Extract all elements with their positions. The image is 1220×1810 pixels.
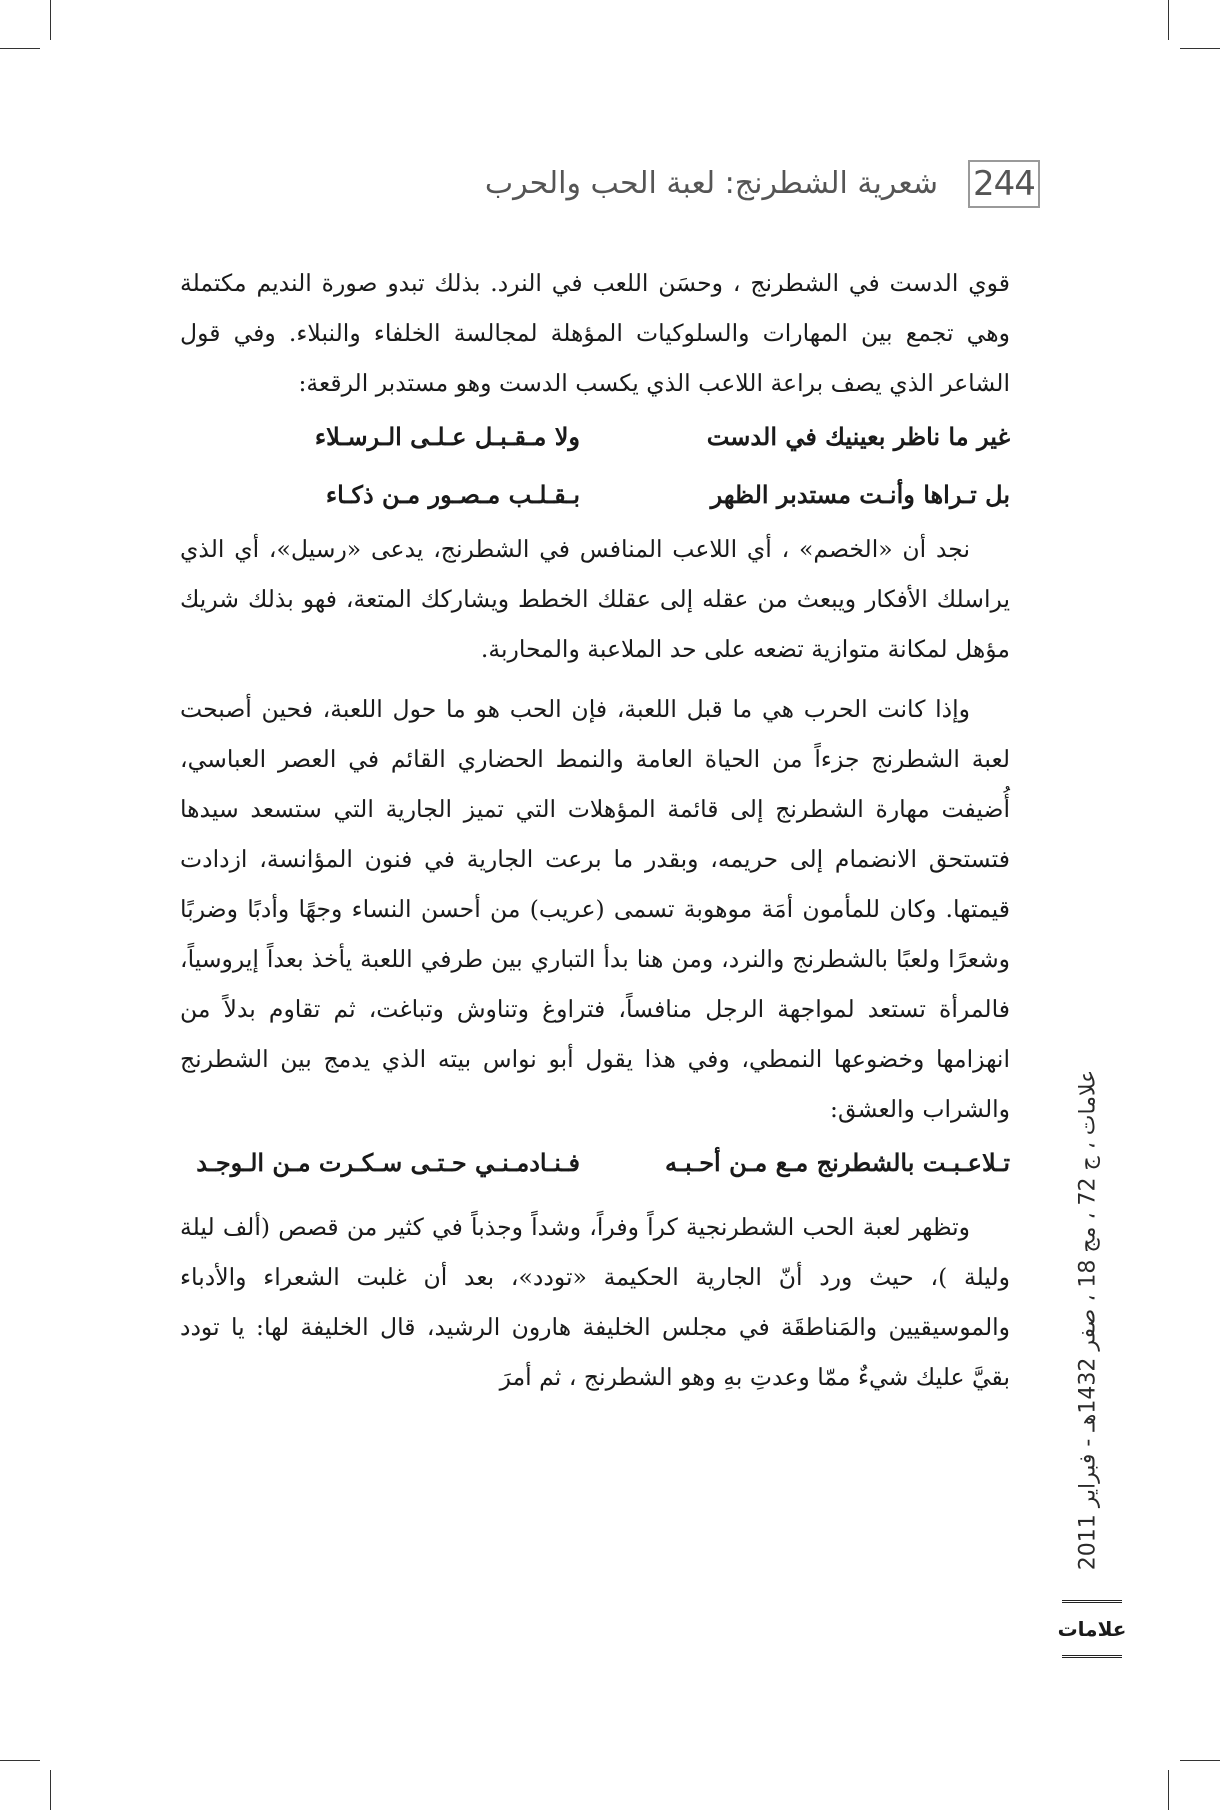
issue-side-label bbox=[1068, 1040, 1108, 1600]
paragraph: وإذا كانت الحرب هي ما قبل اللعبة، فإن الحب هو ما حول اللعبة، فحين أصبحت لعبة الشطرنج جزءاً من الحياة العامة والنمط الحضاري القائم في العصر العباسي، أُضيفت مهارة الشطرنج إلى قائمة المؤهلات التي تميز الجارية التي ستسعد سيدها فتستحق الانضمام إلى حريمه، وبقدر ما برعت الجارية في فنون المؤانسة، ازدادت قيمتها. وكان للمأمون أمَة موهوبة تسمى (عريب) من أحسن النساء وجهًا وأدبًا وضربًا وشعرًا ولعبًا بالشطرنج والنرد، ومن هنا بدأ التباري بين طرفي اللعبة يأخذ بعداً إيروسياً، فالمرأة تستعد لمواجهة الرجل منافساً، فتراوغ وتناوش وتباغت، ثم تقاوم بدلاً من انهزامها وخضوعها النمطي، وفي هذا يقول أبو نواس بيته الذي يدمج بين الشطرنج والشراب والعشق: bbox=[180, 695, 1010, 1123]
crop-mark bbox=[1168, 1770, 1169, 1810]
crop-mark bbox=[1168, 0, 1169, 40]
running-title: شعرية الشطرنج: لعبة الحب والحرب bbox=[484, 166, 938, 201]
verse-first-hemistich: بل تـراها وأنـت مستدبر الظهر bbox=[710, 480, 1010, 509]
paragraph: نجد أن «الخصم» ، أي اللاعب المنافس في الشطرنج، يدعى «رسيل»، أي الذي يراسلك الأفكار ويبعث من عقله إلى عقلك الخطط ويشاركك المتعة، فهو بذلك شريك مؤهل لمكانة متوازية تضعه على حد الملاعبة والمحاربة. bbox=[180, 535, 1010, 663]
issue-label-text: علامات ، ج 72 ، مج 18 ، صفر 1432هـ - فبراير 2011 bbox=[1075, 1069, 1101, 1571]
crop-mark bbox=[50, 0, 51, 40]
paragraph: وتظهر لعبة الحب الشطرنجية كراً وفراً، وشداً وجذباً في كثير من قصص (ألف ليلة وليلة )، حيث ورد أنّ الجارية الحكيمة «تودد»، بعد أن غلبت الشعراء والأدباء والموسيقيين والمَناطقَة في مجلس الخليفة هارون الرشيد، قال الخليفة لها: يا تودد بقيَّ عليك شيءٌ ممّا وعدتِ بهِ وهو الشطرنج ، ثم أمرَ bbox=[180, 1213, 1010, 1391]
verse-first-hemistich: تـلاعـبـت بالشطرنج مـع مـن أحـبـه bbox=[665, 1148, 1010, 1177]
crop-mark bbox=[0, 48, 40, 49]
verse-second-hemistich: بـقـلـب مـصـور مـن ذكـاء bbox=[325, 480, 580, 509]
crop-mark bbox=[50, 1770, 51, 1810]
verse-line bbox=[180, 1134, 1010, 1192]
page-header bbox=[484, 148, 1040, 204]
journal-logo: علامات bbox=[1062, 1600, 1122, 1658]
paragraph: قوي الدست في الشطرنج ، وحسَن اللعب في النرد. بذلك تبدو صورة النديم مكتملة وهي تجمع بين المهارات والسلوكيات المؤهلة لمجالسة الخلفاء والنبلاء. وفي قول الشاعر الذي يصف براعة اللاعب الذي يكسب الدست وهو مستدبر الرقعة: bbox=[180, 269, 1010, 397]
verse-second-hemistich: فـنـادمـنـي حـتـى سـكـرت مـن الـوجـد bbox=[196, 1148, 580, 1177]
verse-first-hemistich: غير ما ناظر بعينيك في الدست bbox=[706, 422, 1010, 451]
crop-mark bbox=[0, 1760, 40, 1761]
verse-second-hemistich: ولا مـقـبـل عـلـى الـرسـلاء bbox=[314, 422, 580, 451]
page-number: 244 bbox=[968, 160, 1040, 208]
verse-line bbox=[180, 408, 1010, 466]
crop-mark bbox=[1180, 48, 1220, 49]
article-body bbox=[180, 258, 1010, 1402]
verse-line bbox=[180, 466, 1010, 524]
crop-mark bbox=[1180, 1760, 1220, 1761]
